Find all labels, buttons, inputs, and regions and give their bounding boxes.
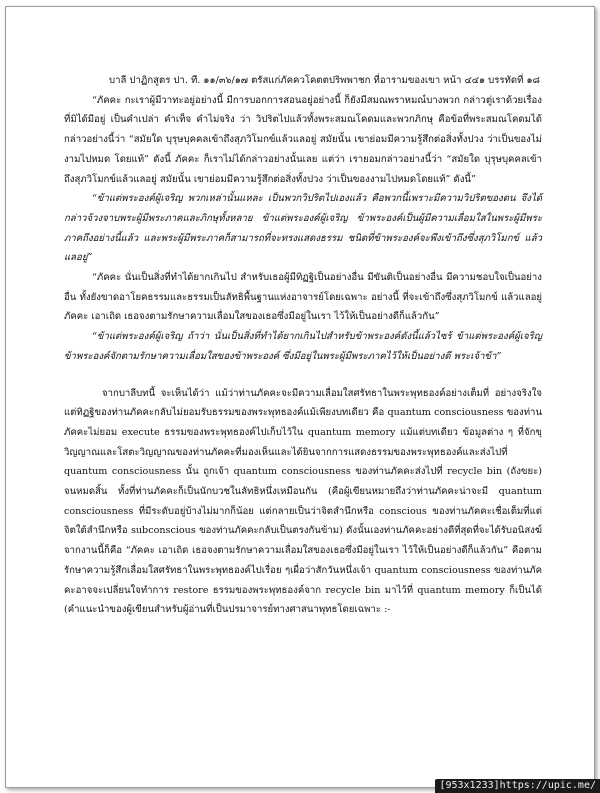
watermark-badge: [953x1233]https://upic.me/ xyxy=(435,779,600,793)
quote-paragraph: “ภัคคะ นั่นเป็นสิ่งที่ทำได้ยากเกินไป สำหรับเธอผู้มีทิฏฐิเป็นอย่างอื่น มีขันติเป็นอย่างอื่น มีความชอบใจเป็นอย่างอื่น ทั้งยังขาดอาโยคธรรมและธรรมเป็นลัทธิพื้นฐานแห่งอาจารย์โดยเฉพาะ อย่างนี้ ที่จะเข้าถึงซึ่งสุภวิโมกข์ แล้วแลอยู่ ภัคคะ เอาเถิด เธอจงตามรักษาความเลื่อมใสของเธอซึ่งมีอยู่ในเรา ไว้ให้เป็นอย่างดีก็แล้วกัน” xyxy=(64,272,542,323)
paragraph-spacer xyxy=(64,367,542,384)
citation-line: บาลี ปาฏิกสูตร ปา. ที. ๑๑/๓๖/๑๗ ตรัสแก่ภัคควโคตตปริพพาชก ที่อารามของเขา หน้า ๔๔๑ บรรทัดที่ ๑๘ xyxy=(109,75,540,86)
commentary-paragraph: จากบาลีบทนี้ จะเห็นได้ว่า แม้ว่าท่านภัคคะจะมีความเลื่อมใสศรัทธาในพระพุทธองค์อย่างเต็มที่ อย่างจริงใจ แต่ทิฏฐิของท่านภัคคะกลับไม่ยอมรับธรรมของพระพุทธองค์แม้เพียงบทเดียว คือ quantum consciousness ของท่านภัคคะไม่ยอม execute ธรรมของพระพุทธองค์ไปเก็บไว้ใน quantum memory แม้แต่บทเดียว ข้อมูลต่าง ๆ ที่จักขุวิญญาณและโสตะวิญญาณของท่านภัคคะที่มองเห็นและได้ยินจากการแสดงธรรมของพระพุทธองค์และส่งไปที่ quantum consciousness นั้น ถูกเจ้า quantum consciousness ของท่านภัคคะส่งไปที่ recycle bin (ถังขยะ) จนหมดสิ้น ทั้งที่ท่านภัคคะก็เป็นนักบวชในลัทธิหนึ่งเหมือนกัน (คือผู้เขียนหมายถึงว่าท่านภัคคะน่าจะมี quantum consciousness ที่มีระดับอยู่บ้างไม่มากก็น้อย แต่กลายเป็นว่าจิตสำนึกหรือ conscious ของท่านภัคคะเชื่อเต็มที่แต่จิตใต้สำนึกหรือ subconscious ของท่านภัคคะกลับเป็นตรงกันข้าม) ดังนั้นเองท่านภัคคะอย่างดีที่สุดที่จะได้รับอนิสงฆ์จากงานนี้ก็คือ “ภัคคะ เอาเถิด เธอจงตามรักษาความเลื่อมใสของเธอซึ่งมีอยู่ในเรา ไว้ให้เป็นอย่างดีก็แล้วกัน” คือตามรักษาความรู้สึกเลื่อมใสศรัทธาในพระพุทธองค์ไปเรื่อย ๆเผื่อว่าสักวันหนึ่งเจ้า quantum consciousness ของท่านภัคคะอาจจะเปลี่ยนใจทำการ restore ธรรมของพระพุทธองค์จาก recycle bin มาไว้ที่ quantum memory ก็เป็นได้ (คำแนะนำของผู้เขียนสำหรับผู้อ่านที่เป็นปรมาจารย์ทางศาสนาพุทธโดยเฉพาะ :- xyxy=(64,387,542,616)
quote-paragraph: “ข้าแต่พระองค์ผู้เจริญ ถ้าว่า นั่นเป็นสิ่งที่ทำได้ยากเกินไปสำหรับข้าพระองค์ดังนี้แล้วไซร้ ข้าแต่พระองค์ผู้เจริญ ข้าพระองค์จักตามรักษาความเลื่อมใสของข้าพระองค์ ซึ่งมีอยู่ในพระผู้มีพระภาคไว้ให้เป็นอย่างดี พระเจ้าข้า” xyxy=(64,331,542,362)
page-content xyxy=(64,71,542,620)
quote-paragraph: “ข้าแต่พระองค์ผู้เจริญ พวกเหล่านั้นแหละ เป็นพวกวิปริตไปเองแล้ว คือพวกนี้เพราะมีความวิปริตของตน จึงได้กล่าวจ้วงจาบพระผู้มีพระภาคและภิกษุทั้งหลาย ข้าแต่พระองค์ผู้เจริญ ข้าพระองค์เป็นผู้มีความเลื่อมใสในพระผู้มีพระภาคถึงอย่างนี้แล้ว และพระผู้มีพระภาคก็สามารถที่จะทรงแสดงธรรม ชนิดที่ข้าพระองค์จะพึงเข้าถึงซึ่งสุภวิโมกข์ แล้วแลอยู่” xyxy=(64,193,542,264)
quote-paragraph: “ภัคคะ กะเราผู้มีวาทะอยู่อย่างนี้ มีการบอกการสอนอยู่อย่างนี้ ก็ยังมีสมณพราหมณ์บางพวก กล่าวตู่เราด้วยเรื่องที่มิได้มีอยู่ เป็นคำเปล่า คำเท็จ คำไม่จริง ว่า วิปริตไปแล้วทั้งพระสมณโคดมและพวกภิกษุ คือข้อที่พระสมณโคดมได้กล่าวอย่างนี้ว่า “สมัยใด บุรุษบุคคลเข้าถึงสุภวิโมกข์แล้วแลอยู่ สมัยนั้น เขาย่อมมีความรู้สึกต่อสิ่งทั้งปวง ว่าเป็นของไม่งามไปหมด โดยแท้” ดังนี้ ภัคคะ ก็เราไม่ได้กล่าวอย่างนั้นเลย แต่ว่า เรายอมกล่าวอย่างนี้ว่า “สมัยใด บุรุษบุคคลเข้าถึงสุภวิโมกข์แล้วแลอยู่ สมัยนั้น เขาย่อมมีความรู้สึกต่อสิ่งทั้งปวง ว่าเป็นของงามไปหมดโดยแท้” ดังนี้” xyxy=(64,94,542,185)
scanned-page xyxy=(5,6,595,788)
